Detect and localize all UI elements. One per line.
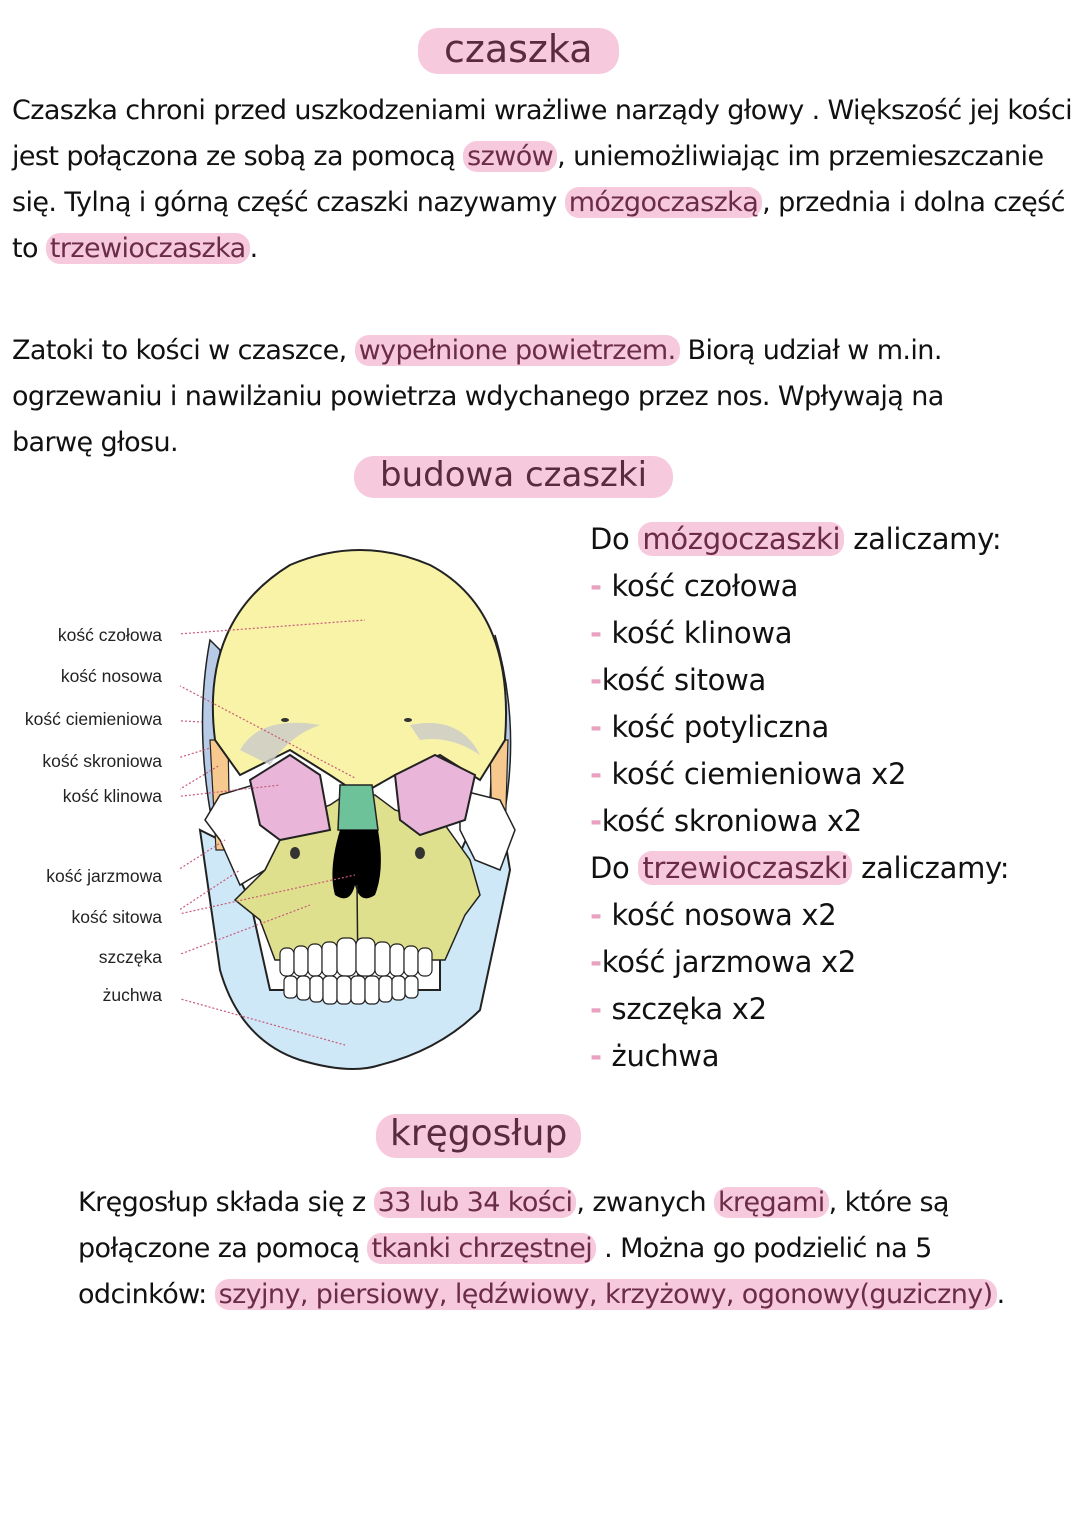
face-skull-intro: Do trzewioczaszki zaliczamy: [590,851,1010,885]
list-item: -kość sitowa [590,663,766,697]
text: . [249,233,258,264]
skull-diagram [180,540,540,1075]
text: , przednia i dolna część to [12,187,1065,264]
list-item: - kość klinowa [590,616,793,650]
list-item: - szczęka x2 [590,992,767,1026]
label-zygomatic-bone: kość jarzmowa [46,866,162,886]
list-item: - kość potyliczna [590,710,829,744]
highlight-bone-count: 33 lub 34 kości [374,1187,577,1218]
list-item: - kość ciemieniowa x2 [590,757,907,791]
heading-budowa-czaszki: budowa czaszki [354,456,673,498]
heading-kregoslup: kręgosłup [376,1114,581,1158]
highlight-viscerocranium: trzewioczaszki [638,851,852,885]
list-item: -kość skroniowa x2 [590,804,862,838]
label-parietal-bone: kość ciemieniowa [24,709,162,729]
highlight-spine-segments: szyjny, piersiowy, lędźwiowy, krzyżowy, ogonowy(guziczny) [215,1279,997,1310]
label-mandible: żuchwa [102,985,162,1005]
list-item: -kość jarzmowa x2 [590,945,857,979]
list-item: - żuchwa [590,1039,720,1073]
brain-skull-intro: Do mózgoczaszki zaliczamy: [590,522,1002,556]
highlight-vertebrae: kręgami [714,1187,829,1218]
heading-czaszka: czaszka [418,28,619,74]
highlight-sutures: szwów [463,141,557,172]
label-maxilla: szczęka [98,947,162,967]
list-item: - kość nosowa x2 [590,898,837,932]
highlight-neurocranium: mózgoczaszką [565,187,762,218]
bone-lists [590,516,1009,1080]
list-item: - kość czołowa [590,569,799,603]
paragraph-spine: Kręgosłup składa się z 33 lub 34 kości , zwanych kręgami , które są połączone za pomocą tkanki chrzęstnej . Można go podzielić na 5 odcinków: szyjny, piersiowy, lędźwiowy, krzyżowy, ogonowy(guziczny) . [78,1187,1005,1310]
highlight-cartilage: tkanki chrzęstnej [367,1233,596,1264]
label-nasal-bone: kość nosowa [60,666,162,686]
nasal-bone-shape [338,785,378,830]
text: Czaszka chroni przed uszkodzeniami wrażliwe narządy głowy . Większość jej kości jest połączona ze sobą za pomocą [12,95,1073,172]
text: Zatoki to kości w czaszce, [12,335,355,366]
paragraph-sinuses [12,328,1012,466]
highlight-viscerocranium: trzewioczaszka [46,233,250,264]
paragraph-skull-intro [12,88,1080,272]
highlight-neurocranium: mózgoczaszki [638,522,844,556]
label-frontal-bone: kość czołowa [57,625,162,645]
label-ethmoid-bone: kość sitowa [71,907,162,927]
label-temporal-bone: kość skroniowa [42,751,162,771]
highlight-air-filled: wypełnione powietrzem. [355,335,680,366]
text: , uniemożliwiając im przemieszczanie się. Tylną i górną część czaszki nazywamy [12,141,1044,218]
text: Biorą udział w m.in. ogrzewaniu i nawilżaniu powietrza wdychanego przez nos. Wpływają na barwę głosu. [12,335,944,458]
label-sphenoid-bone: kość klinowa [62,786,162,806]
